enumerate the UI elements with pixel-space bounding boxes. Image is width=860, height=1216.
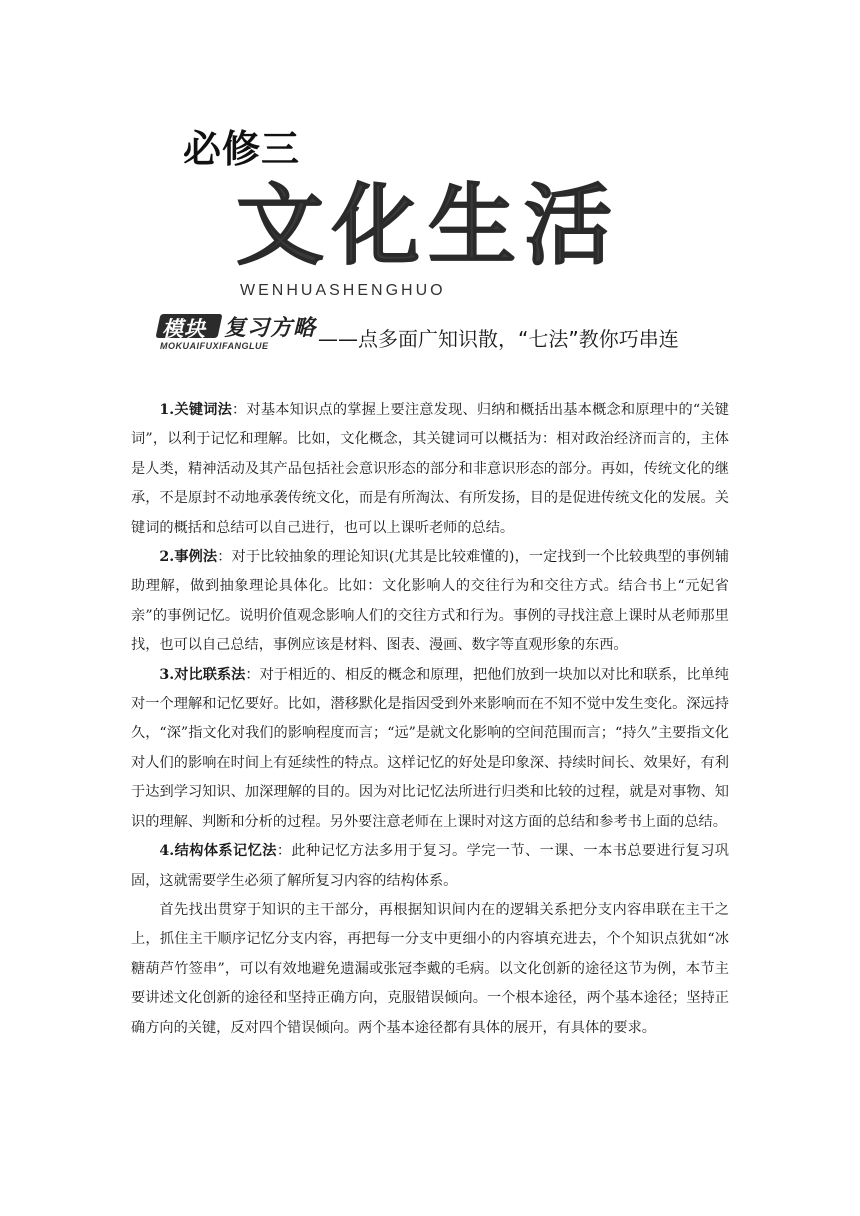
body-text [131,396,729,1043]
paragraph [131,896,729,1043]
section-banner [158,311,679,359]
paragraph-lead: 1.关键词法 [159,402,233,418]
paragraph-lead: 3.对比联系法 [159,666,246,683]
volume-label: 必修三 [183,127,301,171]
banner-tagline: ——点多面广知识散，“七法”教你巧串连 [318,327,679,351]
paragraph [131,543,729,661]
title-pinyin: WENHUASHENGHUO [240,282,446,299]
badge-pinyin: MOKUAIFUXIFANGLUE [160,341,269,351]
badge-light-text: 复习方略 [224,316,317,341]
paragraph-text: ：此种记忆方法多用于复习。学完一节、一课、一本书总要进行复习巩固，这就需要学生必须了解所复习内容的结构体系。 [131,843,729,889]
badge-dark-text: 模块 [162,317,206,341]
page-title: 文化生活 [236,174,621,277]
paragraph-text: ：对基本知识点的掌握上要注意发现、归纳和概括出基本概念和原理中的“关键词”，以利于记忆和理解。比如，文化概念，其关键词可以概括为：相对政治经济而言的，主体是人类，精神活动及其产品包括社会意识形态的部分和非意识形态的部分。再如，传统文化的继承，不是原封不动地承袭传统文化，而是有所淘汰、有所发扬，目的是促进传统文化的发展。关键词的概括和总结可以自己进行，也可以上课听老师的总结。 [131,402,729,536]
paragraph-text: ：对于相近的、相反的概念和原理，把他们放到一块加以对比和联系，比单纯对一个理解和记忆要好。比如，潜移默化是指因受到外来影响而在不知不觉中发生变化。深远持久，“深”指文化对我们的影响程度而言；“远”是就文化影响的空间范围而言；“持久”主要指文化对人们的影响在时间上有延续性的特点。这样记忆的好处是印象深、持续时间长、效果好，有利于达到学习知识、加深理解的目的。因为对比记忆法所进行归类和比较的过程，就是对事物、知识的理解、判断和分析的过程。另外要注意老师在上课时对这方面的总结和参考书上面的总结。 [131,666,729,830]
paragraph-lead: 2.事例法 [159,549,218,566]
paragraph-lead: 4.结构体系记忆法 [159,843,277,860]
paragraph [131,396,729,543]
paragraph [131,661,729,837]
module-review-badge [158,311,318,353]
paragraph-text: ：对于比较抽象的理论知识(尤其是比较难懂的)，一定找到一个比较典型的事例辅助理解，做到抽象理论具体化。比如：文化影响人的交往行为和交往方式。结合书上“元妃省亲”的事例记忆。说明价值观念影响人们的交往方式和行为。事例的寻找注意上课时从老师那里找，也可以自己总结，事例应该是材料、图表、漫画、数字等直观形象的东西。 [131,549,730,654]
paragraph-text: 首先找出贯穿于知识的主干部分，再根据知识间内在的逻辑关系把分支内容串联在主干之上，抓住主干顺序记忆分支内容，再把每一分支中更细小的内容填充进去，个个知识点犹如“冰糖葫芦竹签串”，可以有效地避免遗漏或张冠李戴的毛病。以文化创新的途径这节为例，本节主要讲述文化创新的途径和坚持正确方向，克服错误倾向。一个根本途径，两个基本途径；坚持正确方向的关键，反对四个错误倾向。两个基本途径都有具体的展开，有具体的要求。 [131,901,729,1036]
paragraph [131,837,729,896]
